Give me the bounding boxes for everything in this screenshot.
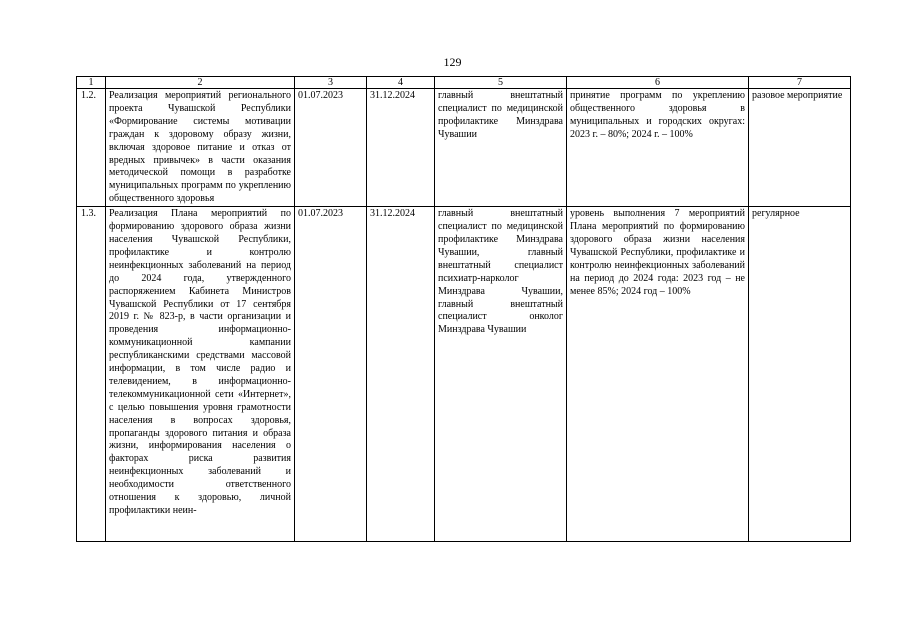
column-header: 1 — [77, 77, 106, 89]
responsible-cell: главный внештатный специалист по медицинской профилактике Минздрава Чувашии — [435, 89, 567, 207]
column-header: 7 — [749, 77, 851, 89]
indicator-cell: принятие программ по укреплению общественного здоровья в муниципальных и городских округах: 2023 г. – 80%; 2024 г. – 100% — [567, 89, 749, 207]
column-header: 2 — [106, 77, 295, 89]
row-number: 1.3. — [77, 207, 106, 542]
indicator-cell: уровень выполнения 7 мероприятий Плана мероприятий по формированию здорового образа жизни населения Чувашской Республики, профилактике и контролю неинфекционных заболеваний на период до 2024 года: 2023 год – не менее 85%; 2024 год – 100% — [567, 207, 749, 542]
plan-table — [76, 76, 851, 542]
row-number: 1.2. — [77, 89, 106, 207]
page-number: 129 — [443, 55, 462, 69]
column-header: 4 — [367, 77, 435, 89]
column-header: 3 — [295, 77, 367, 89]
end-date-cell: 31.12.2024 — [367, 207, 435, 542]
end-date-cell: 31.12.2024 — [367, 89, 435, 207]
activity-cell: Реализация Плана мероприятий по формированию здорового образа жизни населения Чувашской Республики, профилактике и контролю неинфекционных заболеваний на период до 2024 года, утвержденного распоряжением Кабинета Министров Чувашской Республики от 17 сентября 2019 г. № 823-р, в части организации и проведения информационно-коммуникационной кампании республиканскими средствами массовой информации, в том числе радио и телевидением, в информационно-телекоммуникационной сети «Интернет», с целью повышения уровня грамотности населения в вопросах здоровья, пропаганды здорового питания и образа жизни, информирования населения о факторах риска развития неинфекционных заболеваний и необходимости ответственного отношения к здоровью, личной профилактики неин- — [106, 207, 295, 542]
start-date-cell: 01.07.2023 — [295, 89, 367, 207]
start-date-cell: 01.07.2023 — [295, 207, 367, 542]
table-row — [77, 207, 851, 542]
activity-cell: Реализация мероприятий регионального проекта Чувашской Республики «Формирование системы мотивации граждан к здоровому образу жизни, включая здоровое питание и отказ от вредных привычек» в части оказания методической помощи в разработке муниципальных программ по укреплению общественного здоровья — [106, 89, 295, 207]
column-header: 6 — [567, 77, 749, 89]
column-header: 5 — [435, 77, 567, 89]
table-row — [77, 89, 851, 207]
frequency-cell: разовое мероприятие — [749, 89, 851, 207]
responsible-cell: главный внештатный специалист по медицинской профилактике Минздрава Чувашии, главный внештатный специалист психиатр-нарколог Минздрава Чувашии, главный внештатный специалист онколог Минздрава Чувашии — [435, 207, 567, 542]
frequency-cell: регулярное — [749, 207, 851, 542]
header-row — [77, 77, 851, 89]
